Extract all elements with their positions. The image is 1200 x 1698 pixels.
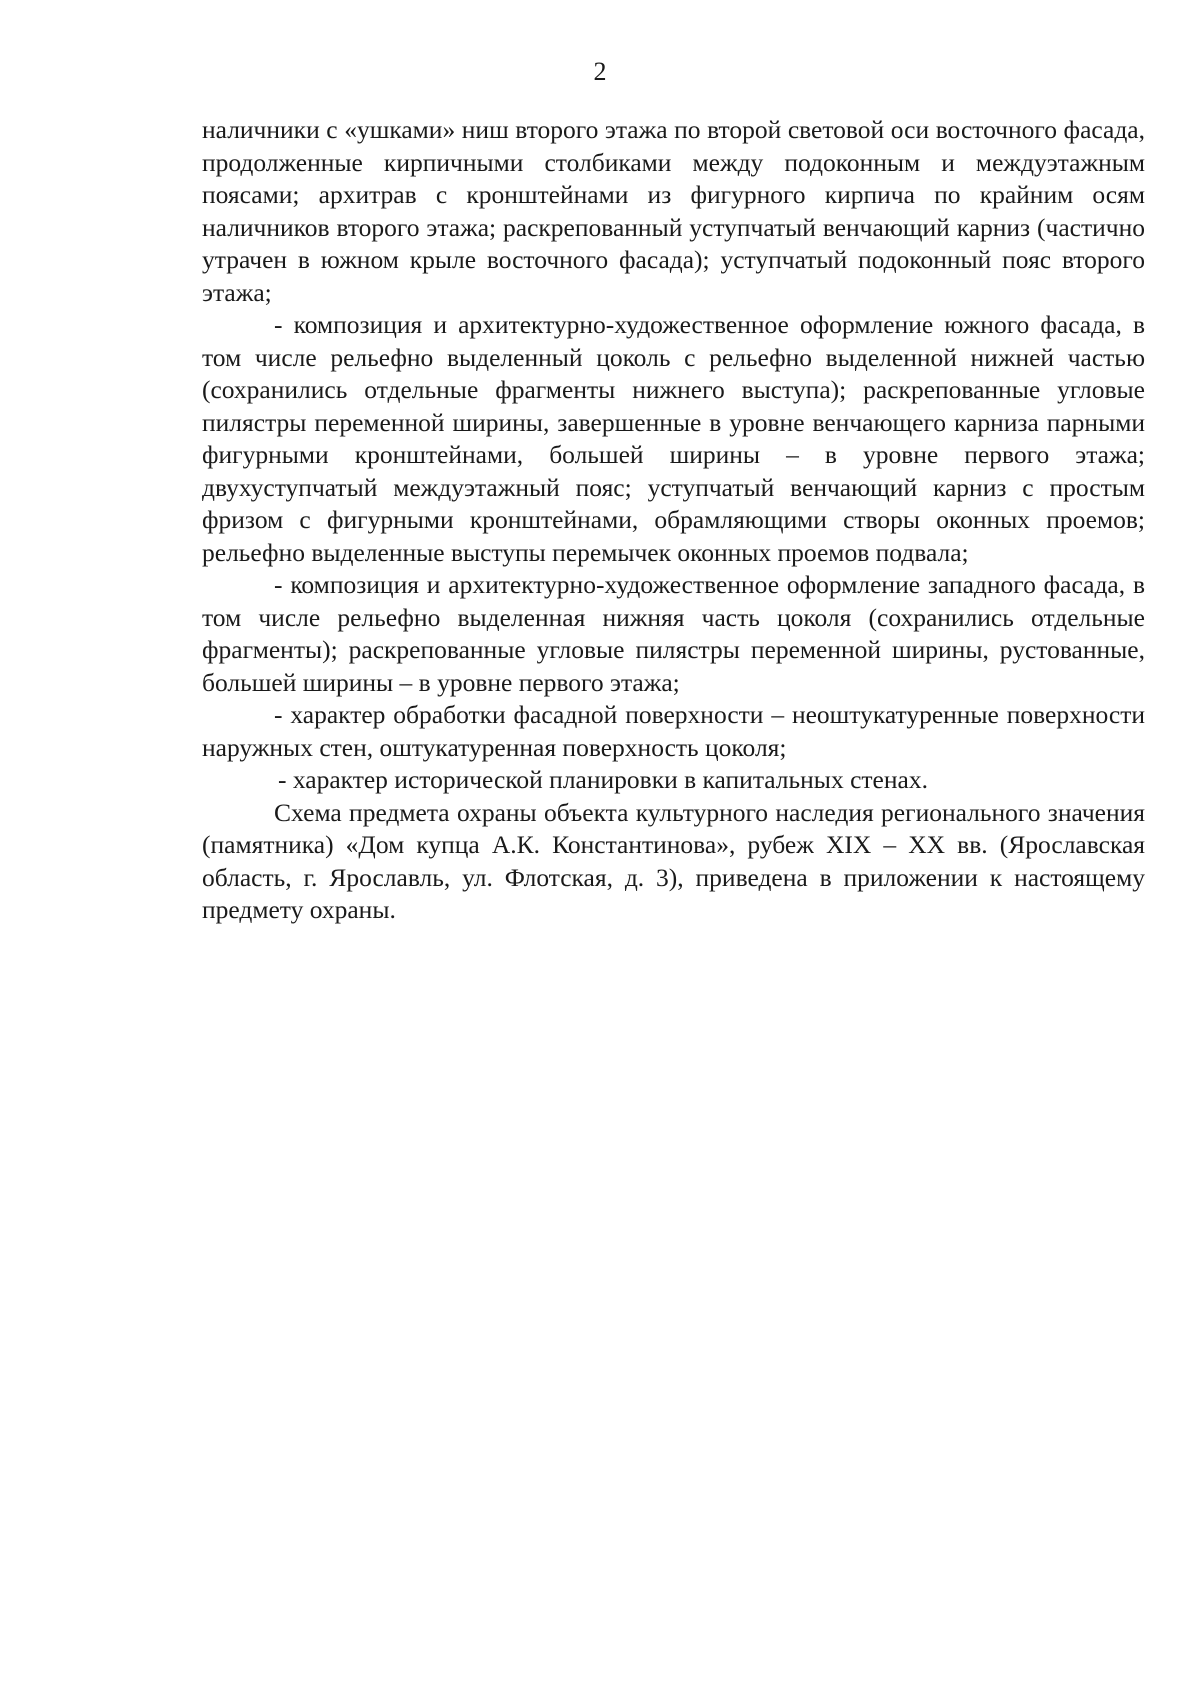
paragraph-scheme-reference: Схема предмета охраны объекта культурного наследия регионального значения (памятника) «Дом купца А.К. Константинова», рубеж XIX – XX вв. (Ярославская область, г. Ярославль, ул. Флотская, д. 3), приведена в приложении к настоящему предмету охраны. xyxy=(202,797,1145,924)
document-body xyxy=(202,114,1145,927)
paragraph-surface-treatment: - характер обработки фасадной поверхности – неоштукатуренные поверхности наружных стен, оштукатуренная поверхность цоколя; xyxy=(202,700,1145,762)
paragraph-west-facade: - композиция и архитектурно-художественное оформление западного фасада, в том числе рельефно выделенная нижняя часть цоколя (сохранились отдельные фрагменты); раскрепованные угловые пилястры переменной ширины, рустованные, большей ширины – в уровне первого этажа; xyxy=(202,570,1145,697)
page-number: 2 xyxy=(593,57,607,86)
paragraph-south-facade: - композиция и архитектурно-художественное оформление южного фасада, в том числе рельефно выделенный цоколь с рельефно выделенной нижней частью (сохранились отдельные фрагменты нижнего выступа); раскрепованные угловые пилястры переменной ширины, завершенные в уровне венчающего карниза парными фигурными кронштейнами, большей ширины – в уровне первого этажа; двухуступчатый междуэтажный пояс; уступчатый венчающий карниз с простым фризом с фигурными кронштейнами, обрамляющими створы оконных проемов; рельефно выделенные выступы перемычек оконных проемов подвала; xyxy=(202,310,1145,567)
paragraph-historic-layout: - характер исторической планировки в капитальных стенах. xyxy=(278,765,928,794)
paragraph-continuation: наличники с «ушками» ниш второго этажа по второй световой оси восточного фасада, продолженные кирпичными столбиками между подоконным и междуэтажным поясами; архитрав с кронштейнами из фигурного кирпича по крайним осям наличников второго этажа; раскрепованный уступчатый венчающий карниз (частично утрачен в южном крыле восточного фасада); уступчатый подоконный пояс второго этажа; xyxy=(202,115,1145,307)
